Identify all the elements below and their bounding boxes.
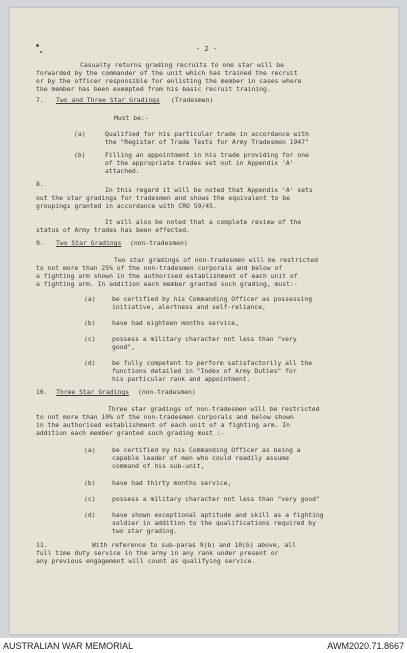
text-line: capable leader of men who could readily assume (112, 454, 289, 462)
text-line: (c) (84, 495, 96, 503)
text-line: soldier in addition to the qualifications required by (112, 519, 316, 527)
text-line: full time duty service in the army in any rank under present or (36, 549, 279, 557)
text-line: in the authorised establishment of each unit of a fighting arm. In (36, 421, 290, 429)
text-line: Three star gradings of non-tradesmen will be restricted (108, 405, 320, 413)
text-line: Filling an appointment in his trade providing for one (105, 151, 309, 159)
text-line: possess a military character not less than "very good" (112, 495, 320, 503)
text-line: 7. (36, 96, 44, 104)
text-line: functions detailed in "Index of Army Duties" for (112, 367, 297, 375)
text-line: (d) (84, 511, 96, 519)
text-line: (a) (84, 295, 96, 303)
text-line: forwarded by the commander of the unit which has trained the recruit (36, 69, 298, 77)
text-line: (b) (84, 479, 96, 487)
section-heading: Two Star Gradings (56, 239, 122, 247)
text-line: (non-tradesmen) (138, 388, 196, 396)
text-line: two star grading. (112, 527, 178, 535)
footer-bar (0, 638, 407, 653)
section-heading: Two and Three Star Gradings (56, 96, 160, 104)
text-line: a fighting arm. In addition each member granted such grading, must:- (36, 280, 298, 288)
text-line: (non-tradesmen) (130, 239, 188, 247)
text-line: 9. (36, 239, 44, 247)
text-line: (d) (84, 359, 96, 367)
page-number: - 2 - (196, 45, 218, 53)
text-line: to not more than 25% of the non-tradesmen corporals and below of (36, 264, 283, 272)
text-line: Two star gradings of non-tradesmen will be restricted (114, 256, 318, 264)
text-line: Qualified for his particular trade in accordance with (105, 130, 309, 138)
text-line: have shown exceptional aptitude and skill as a fighting (112, 511, 324, 519)
text-line: (c) (84, 335, 96, 343)
text-line: be certified by his Commanding Officer as possessing (112, 295, 313, 303)
text-line: the member has been exempted from his basic recruit training. (36, 85, 271, 93)
text-line: (a) (84, 446, 96, 454)
document-page (10, 8, 398, 634)
text-line: a fighting arm shown in the authorised establishment of each unit of (36, 272, 298, 280)
section-heading: Three Star Gradings (56, 388, 130, 396)
text-line: It will also be noted that a complete review of the (105, 218, 302, 226)
text-line: 8. (36, 180, 44, 188)
text-line: Must be:- (114, 114, 149, 122)
text-line: 11. (36, 541, 48, 549)
text-line: status of Army trades has been effected. (36, 226, 190, 234)
text-line: addition each member granted such grading must :- (36, 429, 225, 437)
text-line: initiative, alertness and self-reliance, (112, 303, 266, 311)
footer-accession: AWM2020.71.8667 (327, 641, 404, 651)
text-line: any previous engagement will count as qualifying service. (36, 557, 256, 565)
text-line: his particular rank and appointment. (112, 375, 251, 383)
punch-mark (40, 51, 42, 53)
text-line: (b) (84, 319, 96, 327)
text-line: to not more than 10% of the non-tradesmen corporals and below shown (36, 413, 294, 421)
text-line: out the star gradings for tradesmen and shows the equivalent to be (36, 194, 290, 202)
text-line: be certified by his Commanding Officer as being a (112, 446, 301, 454)
text-line: groupings granted in accordance with CRO 59/45. (36, 202, 217, 210)
text-line: command of his sub-unit, (112, 462, 205, 470)
text-line: (b) (74, 151, 86, 159)
text-line: Casualty returns grading recruits to one star will be (80, 61, 284, 69)
text-line: (Tradesmen) (171, 96, 214, 104)
text-line: be fully competent to perform satisfactorily all the (112, 359, 313, 367)
text-line: the "Register of Trade Tests for Army Tradesmen 1947" (105, 138, 309, 146)
text-line: In this regard it will be noted that Appendix 'A' sets (105, 186, 313, 194)
text-line: possess a military character not less than "very (112, 335, 297, 343)
text-line: have had eighteen months service, (112, 319, 239, 327)
punch-mark (36, 44, 39, 47)
footer-credit: AUSTRALIAN WAR MEMORIAL (3, 641, 134, 651)
text-line: have had thirty months service, (112, 479, 232, 487)
text-line: or by the officer responsible for enlisting the member in cases where (36, 77, 302, 85)
text-line: attached. (105, 167, 140, 175)
text-line: of the appropriate trades set out in Appendix 'A' (105, 159, 294, 167)
text-line: (a) (74, 130, 86, 138)
text-line: With reference to sub-paras 9(b) and 10(b) above, all (92, 541, 296, 549)
text-line: good", (112, 343, 136, 351)
text-line: 10. (36, 388, 48, 396)
